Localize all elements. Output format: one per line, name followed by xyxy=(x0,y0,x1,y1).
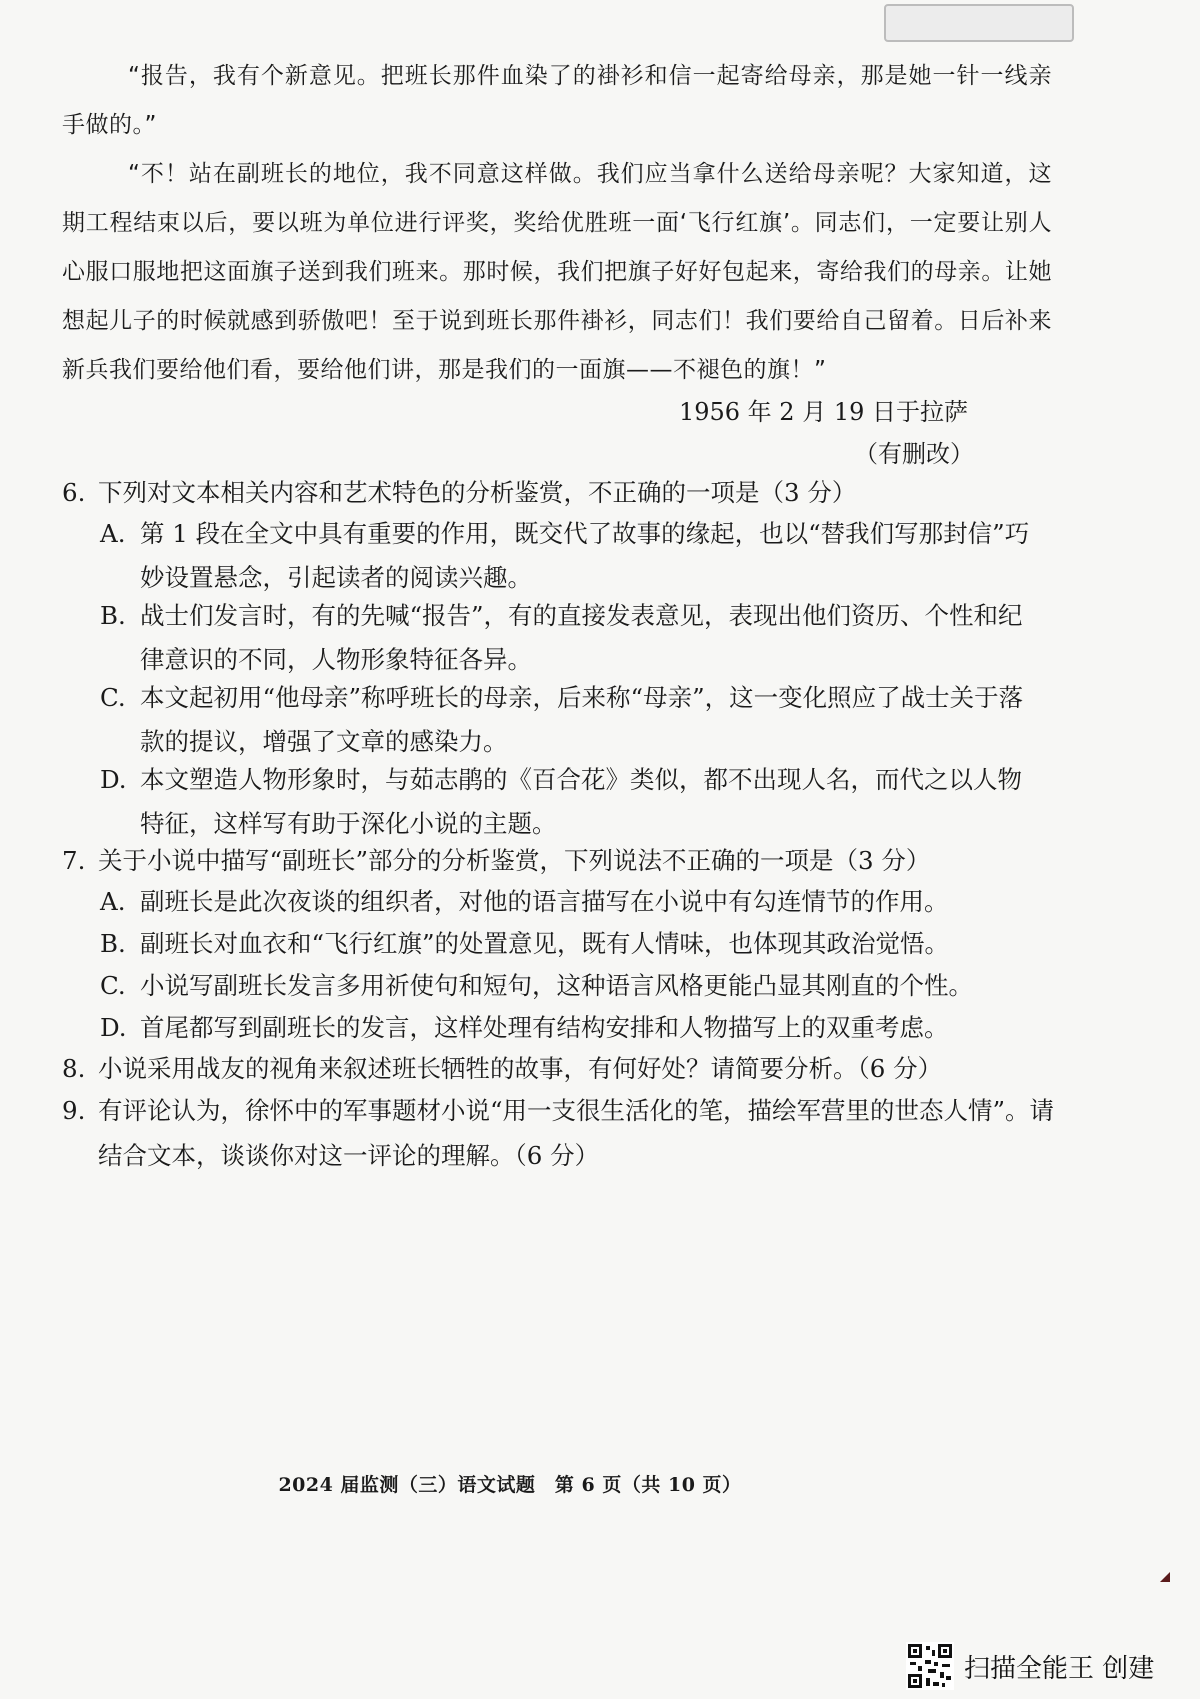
question-stem: 小说采用战友的视角来叙述班长牺牲的故事，有何好处？请简要分析。（6 分） xyxy=(98,1054,943,1083)
story-paragraph-2: “不！站在副班长的地位，我不同意这样做。我们应当拿什么送给母亲呢？大家知道，这期工程结束以后，要以班为单位进行评奖，奖给优胜班一面‘飞行红旗’。同志们，一定要让别人心服口服地把这面旗子送到我们班来。那时候，我们把旗子好好包起来，寄给我们的母亲。让她想起儿子的时候就感到骄傲吧！至于说到班长那件褂衫，同志们！我们要给自己留着。日后补来新兵我们要给他们看，要给他们讲，那是我们的一面旗——不褪色的旗！” xyxy=(62,161,1052,383)
option-letter: D. xyxy=(100,1013,127,1042)
question-7-option-d xyxy=(100,1006,1040,1050)
option-text: 本文起初用“他母亲”称呼班长的母亲，后来称“母亲”，这一变化照应了战士关于落款的提议，增强了文章的感染力。 xyxy=(140,683,1024,756)
question-7-option-b xyxy=(100,922,1040,966)
story-paragraph-1: “报告，我有个新意见。把班长那件血染了的褂衫和信一起寄给母亲，那是她一针一线亲手做的。” xyxy=(62,63,1052,138)
option-letter: A. xyxy=(100,519,126,548)
question-number: 9. xyxy=(62,1096,86,1125)
question-6-option-d xyxy=(100,758,1040,846)
question-7 xyxy=(62,838,1062,883)
story-edit-note: （有删改） xyxy=(854,440,974,468)
option-text: 小说写副班长发言多用祈使句和短句，这种语言风格更能凸显其刚直的个性。 xyxy=(140,971,973,1000)
option-text: 副班长是此次夜谈的组织者，对他的语言描写在小说中有勾连情节的作用。 xyxy=(140,887,949,916)
question-stem: 下列对文本相关内容和艺术特色的分析鉴赏，不正确的一项是（3 分） xyxy=(98,478,857,507)
option-letter: D. xyxy=(100,765,127,794)
option-text: 第 1 段在全文中具有重要的作用，既交代了故事的缘起，也以“替我们写那封信”巧妙设置悬念，引起读者的阅读兴趣。 xyxy=(140,519,1030,592)
question-9 xyxy=(62,1088,1062,1178)
option-letter: B. xyxy=(100,601,126,630)
qr-code-icon xyxy=(906,1642,954,1690)
question-stem: 有评论认为，徐怀中的军事题材小说“用一支很生活化的笔，描绘军营里的世态人情”。请结合文本，谈谈你对这一评论的理解。（6 分） xyxy=(98,1096,1055,1170)
header-stamp-box xyxy=(884,4,1074,42)
question-6-option-a xyxy=(100,512,1040,600)
corner-mark-icon xyxy=(1160,1572,1170,1582)
story-date-line: 1956 年 2 月 19 日于拉萨 xyxy=(678,398,968,426)
option-letter: C. xyxy=(100,683,126,712)
question-8 xyxy=(62,1046,1062,1091)
page-footer: 2024 届监测（三）语文试题 第 6 页（共 10 页） xyxy=(278,1474,742,1496)
option-text: 战士们发言时，有的先喊“报告”，有的直接发表意见，表现出他们资历、个性和纪律意识的不同，人物形象特征各异。 xyxy=(140,601,1023,674)
option-text: 首尾都写到副班长的发言，这样处理有结构安排和人物描写上的双重考虑。 xyxy=(140,1013,949,1042)
question-number: 7. xyxy=(62,846,86,875)
question-number: 6. xyxy=(62,478,86,507)
option-text: 本文塑造人物形象时，与茹志鹃的《百合花》类似，都不出现人名，而代之以人物特征，这样写有助于深化小说的主题。 xyxy=(140,765,1022,838)
scanner-brand-text: 扫描全能王 创建 xyxy=(964,1653,1155,1684)
question-number: 8. xyxy=(62,1054,86,1083)
option-letter: C. xyxy=(100,971,126,1000)
question-stem: 关于小说中描写“副班长”部分的分析鉴赏，下列说法不正确的一项是（3 分） xyxy=(98,846,931,875)
question-6-option-c xyxy=(100,676,1040,764)
question-6 xyxy=(62,470,1062,515)
option-letter: A. xyxy=(100,887,126,916)
question-6-option-b xyxy=(100,594,1040,682)
option-letter: B. xyxy=(100,929,126,958)
question-7-option-c xyxy=(100,964,1040,1008)
question-7-option-a xyxy=(100,880,1040,924)
option-text: 副班长对血衣和“飞行红旗”的处置意见，既有人情味，也体现其政治觉悟。 xyxy=(140,929,950,958)
scanner-watermark xyxy=(906,1640,1154,1692)
